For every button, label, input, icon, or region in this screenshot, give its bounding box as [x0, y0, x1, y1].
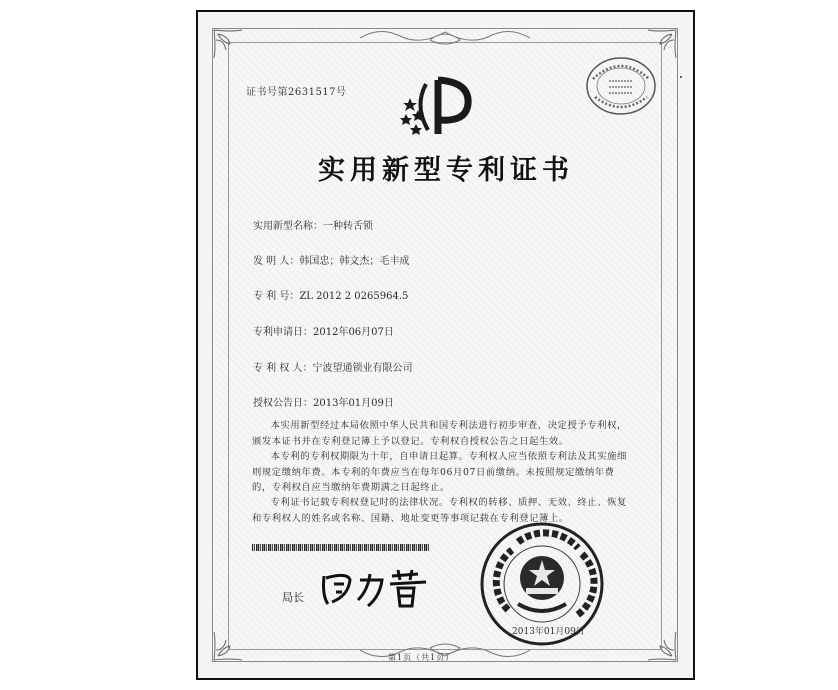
- field-value: 一种转舌锁: [323, 221, 373, 232]
- barcode: [252, 544, 430, 551]
- director-signature: [318, 566, 438, 610]
- certificate-paragraph: 本专利的专利权期限为十年，自申请日起算。专利权人应当依照专利法及其实施细则规定缴纳年费。本专利的年费应当在每年06月07日前缴纳。未按照规定缴纳年费的，专利权自应当缴纳年费期满之日起终止。: [252, 451, 627, 493]
- field-value: 2012年06月07日: [313, 327, 394, 338]
- field-utility-model-name: [253, 217, 373, 232]
- field-value: 宁波望通锁业有限公司: [312, 363, 413, 374]
- field-value: 韩国忠；韩文杰；毛丰成: [299, 256, 410, 267]
- field-label: 专 利 权 人：: [253, 363, 313, 374]
- top-ornament-icon: [360, 26, 530, 50]
- corner-ornament-icon: [212, 628, 246, 662]
- field-label: 授权公告日：: [253, 398, 313, 409]
- field-label: 实用新型名称：: [253, 221, 323, 232]
- field-application-date: [253, 323, 394, 338]
- field-value: 2013年01月09日: [313, 398, 394, 409]
- certificate-paragraph: 专利证书记载专利权登记时的法律状况。专利权的转移、质押、无效、终止、恢复和专利权人的姓名或名称、国籍、地址变更等事项记载在专利登记簿上。: [252, 497, 627, 524]
- field-grant-date: [253, 394, 394, 409]
- field-patent-number: [253, 287, 408, 302]
- field-inventors: [253, 252, 409, 267]
- page-footer: 第1页（共1页）: [388, 653, 455, 662]
- certificate-title: 实用新型专利证书: [318, 155, 574, 186]
- verification-stamp-icon: [583, 55, 659, 117]
- dust-speck: [680, 76, 682, 78]
- field-patentee: [253, 359, 413, 374]
- field-label: 发 明 人：: [253, 256, 300, 267]
- field-label: 专利申请日：: [253, 327, 313, 338]
- corner-ornament-icon: [644, 628, 678, 662]
- field-value: ZL 2012 2 0265964.5: [299, 291, 409, 302]
- certificate-number: 证书号第2631517号: [246, 87, 347, 98]
- certificate-paragraph: 本实用新型经过本局依照中华人民共和国专利法进行初步审查，决定授予专利权，颁发本证书并在专利登记簿上予以登记。专利权自授权公告之日起生效。: [252, 420, 627, 447]
- field-label: 专 利 号：: [253, 291, 300, 302]
- director-label: 局长: [282, 591, 304, 604]
- corner-ornament-icon: [212, 28, 246, 62]
- patent-office-emblem-icon: [398, 76, 478, 138]
- seal-date: 2013年01月09日: [512, 627, 585, 637]
